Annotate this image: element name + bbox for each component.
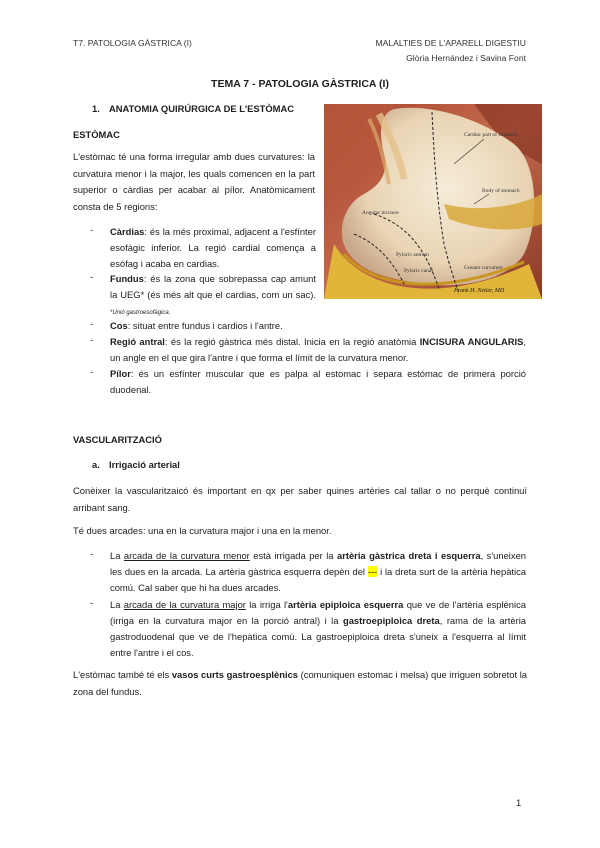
section-number: 1. bbox=[92, 103, 100, 114]
stomach-anatomy-figure bbox=[324, 104, 542, 299]
list-item-arcada-major: - La arcada de la curvatura major la irriga l'artèria epiploica esquerra que ve de l'artèria esplènica (irriga en la curvatura major en la porció antral) i la gastroepiploica dreta, rama de la artèria gastroduodenal que ve de l'hepàtica comú. La gastroepiploica dreta s'uneix a l'esquerra al límit entre l'antre i el cos. bbox=[90, 597, 526, 658]
vasc-paragraph-2: Té dues arcades: una en la curvatura major i una en la menor. bbox=[73, 525, 332, 536]
list-item-arcada-menor: - La arcada de la curvatura menor està irrigada per la artèria gàstrica dreta i esquerra, s'uneixen les dues en la arcada. La artèria gàstrica esquerra depèn del --- i la dreta surt de la artèria hepàtica comú. Cal saber que hi ha dues arcades. bbox=[90, 548, 526, 593]
header-right-line1: MALALTIES DE L'APARELL DIGESTIU bbox=[375, 38, 526, 48]
page-title: TEMA 7 - PATOLOGIA GÀSTRICA (I) bbox=[211, 78, 389, 90]
figure-label-cardiac: Cardiac part of stomach bbox=[464, 132, 517, 138]
highlight-placeholder: --- bbox=[367, 566, 378, 577]
vasc-sub-letter: a. bbox=[92, 459, 100, 470]
list-item-antral: - Regió antral: és la regió gàstrica més distal. Inicia en la regió anatòmia INCISURA ANGULARIS, un angle en el que gira l'antre i que forma el límit de la curvatura menor. bbox=[90, 334, 526, 363]
vasc-paragraph-1: Conèixer la vascularitzaicó és important en qx per saber quines artèries cal tallar o no perquè continuï arribant sang. bbox=[73, 485, 527, 513]
page-number: 1 bbox=[516, 797, 522, 808]
figure-label-body: Body of stomach bbox=[482, 188, 520, 194]
figure-credit: Frank H. Netter, MD bbox=[454, 288, 505, 294]
list-item-cardias: - Càrdias: és la més proximal, adjacent a l'esfínter esofàgic inferior. La regió cardial comença a esòfag i acaba en cardias. bbox=[90, 224, 316, 269]
stomach-illustration bbox=[324, 104, 542, 299]
footnote-ueg: *Unió gastroesofàgica. bbox=[110, 310, 171, 316]
figure-label-greater: Greater curvature bbox=[464, 265, 503, 271]
estomac-heading: ESTÒMAC bbox=[73, 129, 120, 140]
vasc-sub-title: Irrigació arterial bbox=[109, 459, 180, 470]
header-left: T7. PATOLOGIA GÀSTRICA (I) bbox=[73, 38, 192, 48]
header-right-line2: Glòria Hernández i Savina Font bbox=[406, 53, 526, 63]
section-title: ANATOMIA QUIRÚRGICA DE L'ESTÒMAC bbox=[109, 103, 295, 114]
figure-label-angular: Angular incisure bbox=[362, 210, 399, 216]
figure-label-antrum: Pyloric antrum bbox=[396, 252, 429, 258]
figure-label-canal: Pyloric canal bbox=[404, 268, 433, 274]
vasc-heading: VASCULARITZACIÓ bbox=[73, 434, 162, 445]
estomac-intro: L'estòmac té una forma irregular amb dues curvatures: la curvatura menor i la major, les quals comencen en la part superior o càrdias per acabar al pílor. Anatòmicament consta de 5 regions: bbox=[73, 151, 315, 212]
vasc-paragraph-3: L'estòmac també té els vasos curts gastroesplènics (comuniquen estomac i melsa) que irriguen sobretot la zona del fundus. bbox=[73, 669, 528, 697]
list-item-pilor: - Pílor: és un esfínter muscular que es palpa al estomac i separa estómac de primera porció duodenal. bbox=[90, 366, 526, 395]
list-item-fundus: - Fundus: és la zona que sobrepassa cap amunt la UEG* (és més alt que el cardias, com un sac). *Unió gastroesofàgica. bbox=[90, 271, 316, 316]
list-item-cos: - Cos: situat entre fundus i cardios i l'antre. bbox=[90, 318, 283, 331]
